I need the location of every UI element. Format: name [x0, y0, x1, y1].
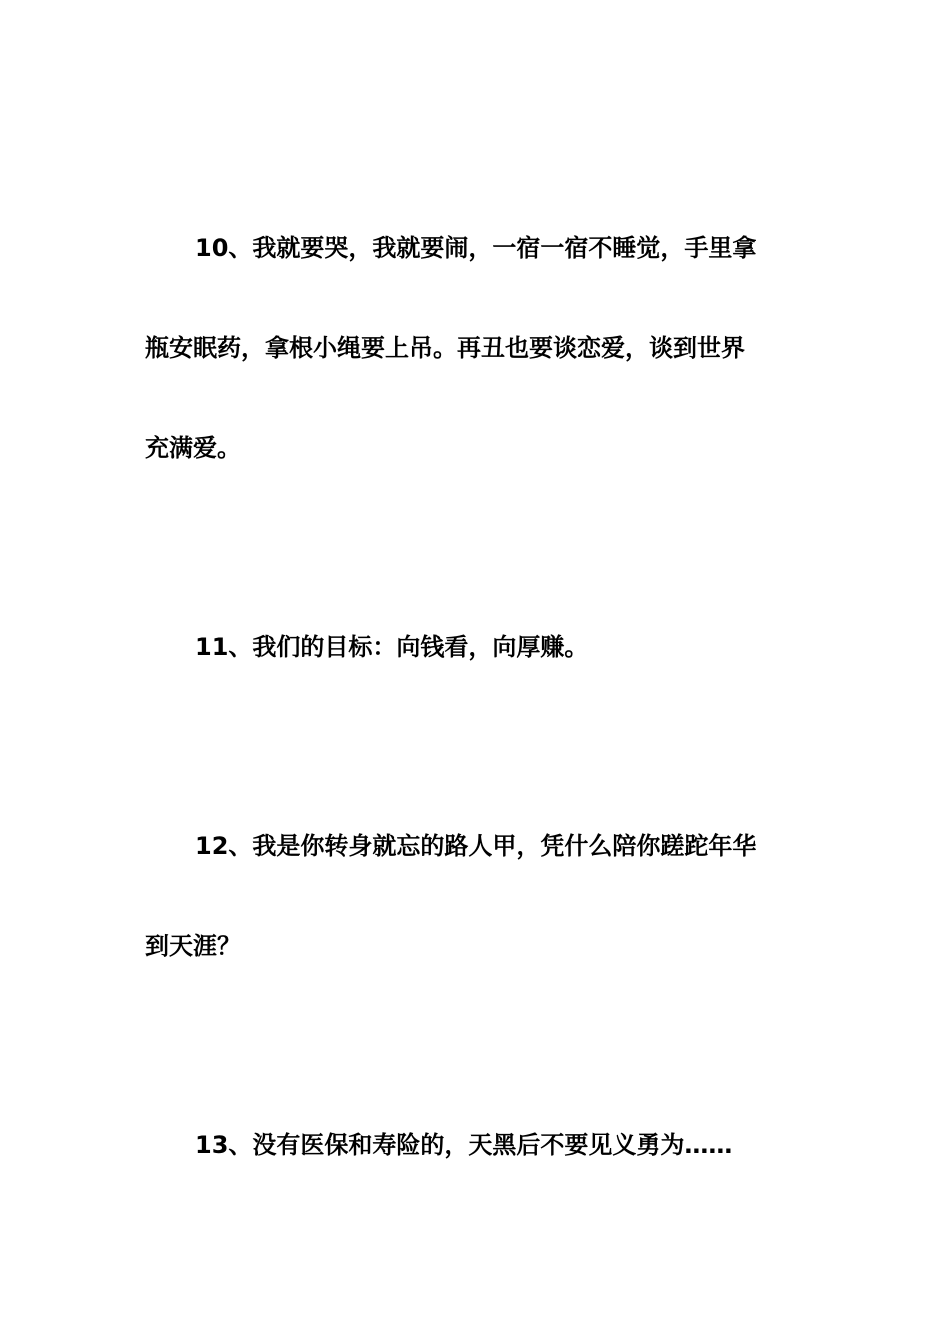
paragraph-line: 11、我们的目标：向钱看，向厚赚。 — [195, 633, 589, 661]
paragraph-line: 13、没有医保和寿险的，天黑后不要见义勇为…… — [195, 1131, 733, 1159]
paragraph-line: 10、我就要哭，我就要闹，一宿一宿不睡觉，手里拿 — [195, 234, 757, 262]
paragraph-line: 12、我是你转身就忘的路人甲，凭什么陪你蹉跎年华 — [195, 832, 757, 860]
paragraph-line: 充满爱。 — [145, 434, 241, 462]
paragraph-line: 到天涯？ — [145, 932, 241, 960]
paragraph-line: 瓶安眠药，拿根小绳要上吊。再丑也要谈恋爱，谈到世界 — [145, 334, 745, 362]
